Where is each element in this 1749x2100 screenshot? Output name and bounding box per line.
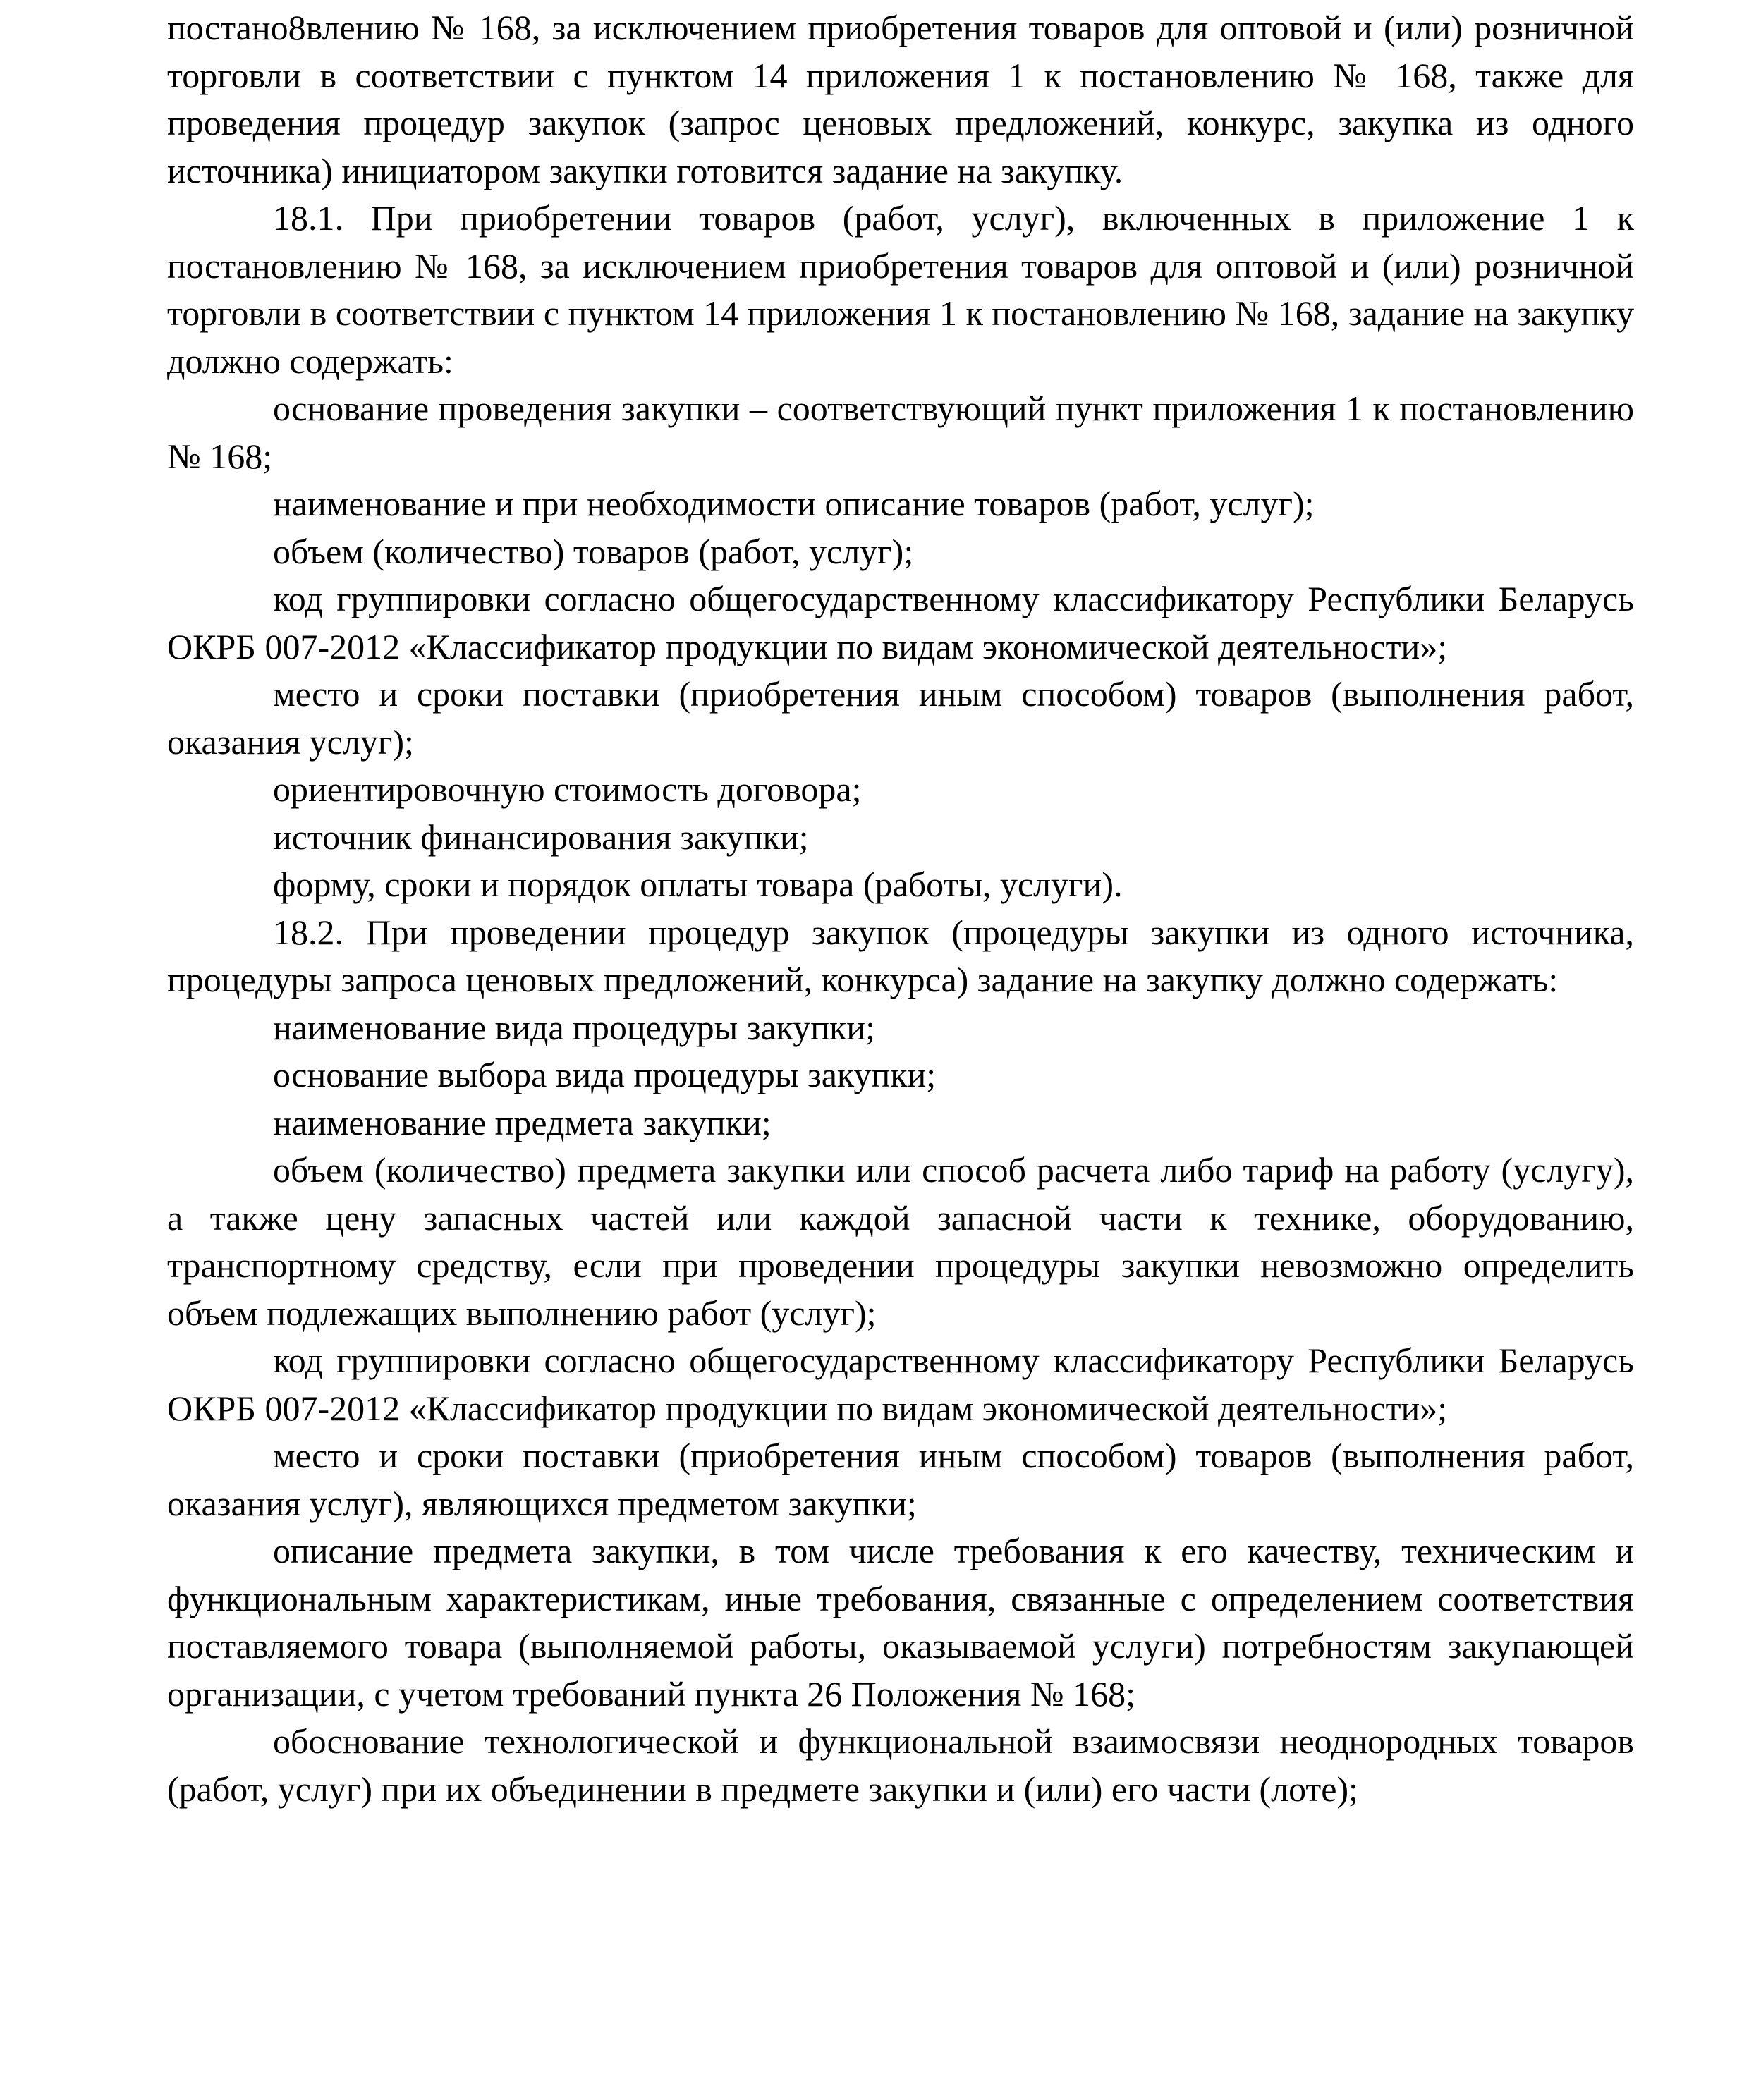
list-item: наименование и при необходимости описание товаров (работ, услуг); [273,484,1315,523]
document-page [167,0,1634,2100]
list-item: основание выбора вида процедуры закупки; [273,1055,937,1094]
list-item: форму, сроки и порядок оплаты товара (работы, услуги). [273,865,1123,904]
list-item: обоснование технологической и функциональной взаимосвязи неоднородных товаров (работ, услуг) при их объединении в предмете закупки и (или) его части (лоте); [167,1721,1634,1809]
list-item: объем (количество) предмета закупки или способ расчета либо тариф на работу (услугу), а также цену запасных частей или каждой запасной части к технике, оборудованию, транспортному средству, если при проведении процедуры закупки невозможно определить объем подлежащих выполнению работ (услуг); [167,1150,1634,1333]
list-item: источник финансирования закупки; [273,817,809,857]
paragraph-18-2: 18.2. При проведении процедур закупок (процедуры закупки из одного источника, процедуры запроса ценовых предложений, конкурса) задание на закупку должно содержать: [167,912,1634,999]
list-item: место и сроки поставки (приобретения иным способом) товаров (выполнения работ, оказания услуг), являющихся предметом закупки; [167,1436,1634,1523]
document-body [167,0,1634,1813]
list-item: описание предмета закупки, в том числе требования к его качеству, техническим и функциональным характеристикам, иные требования, связанные с определением соответствия поставляемого товара (выполняемой работы, оказываемой услуги) потребностям закупающей организации, с учетом требований пункта 26 Положения № 168; [167,1531,1634,1714]
list-item: код группировки согласно общегосударственному классификатору Республики Беларусь ОКРБ 007-2012 «Классификатор продукции по видам экономической деятельности»; [167,579,1634,666]
paragraph-18-1: 18.1. При приобретении товаров (работ, услуг), включенных в приложение 1 к постановлению № 168, за исключением приобретения товаров для оптовой и (или) розничной торговли в соответствии с пунктом 14 приложения 1 к постановлению № 168, задание на закупку должно содержать: [167,198,1634,381]
list-item: наименование предмета закупки; [273,1102,772,1142]
list-item: ориентировочную стоимость договора; [273,769,862,809]
paragraph-continuation: постано8влению № 168, за исключением приобретения товаров для оптовой и (или) розничной торговли в соответствии с пунктом 14 приложения 1 к постановлению № 168, также для проведения процедур закупок (запрос ценовых предложений, конкурс, закупка из одного источника) инициатором закупки готовится задание на закупку. [167,8,1634,190]
list-item: место и сроки поставки (приобретения иным способом) товаров (выполнения работ, оказания услуг); [167,674,1634,762]
list-item: наименование вида процедуры закупки; [273,1007,875,1047]
list-item: основание проведения закупки – соответствующий пункт приложения 1 к постановлению № 168; [167,389,1634,476]
list-item: объем (количество) товаров (работ, услуг); [273,531,914,571]
list-item: код группировки согласно общегосударственному классификатору Республики Беларусь ОКРБ 007-2012 «Классификатор продукции по видам экономической деятельности»; [167,1341,1634,1428]
